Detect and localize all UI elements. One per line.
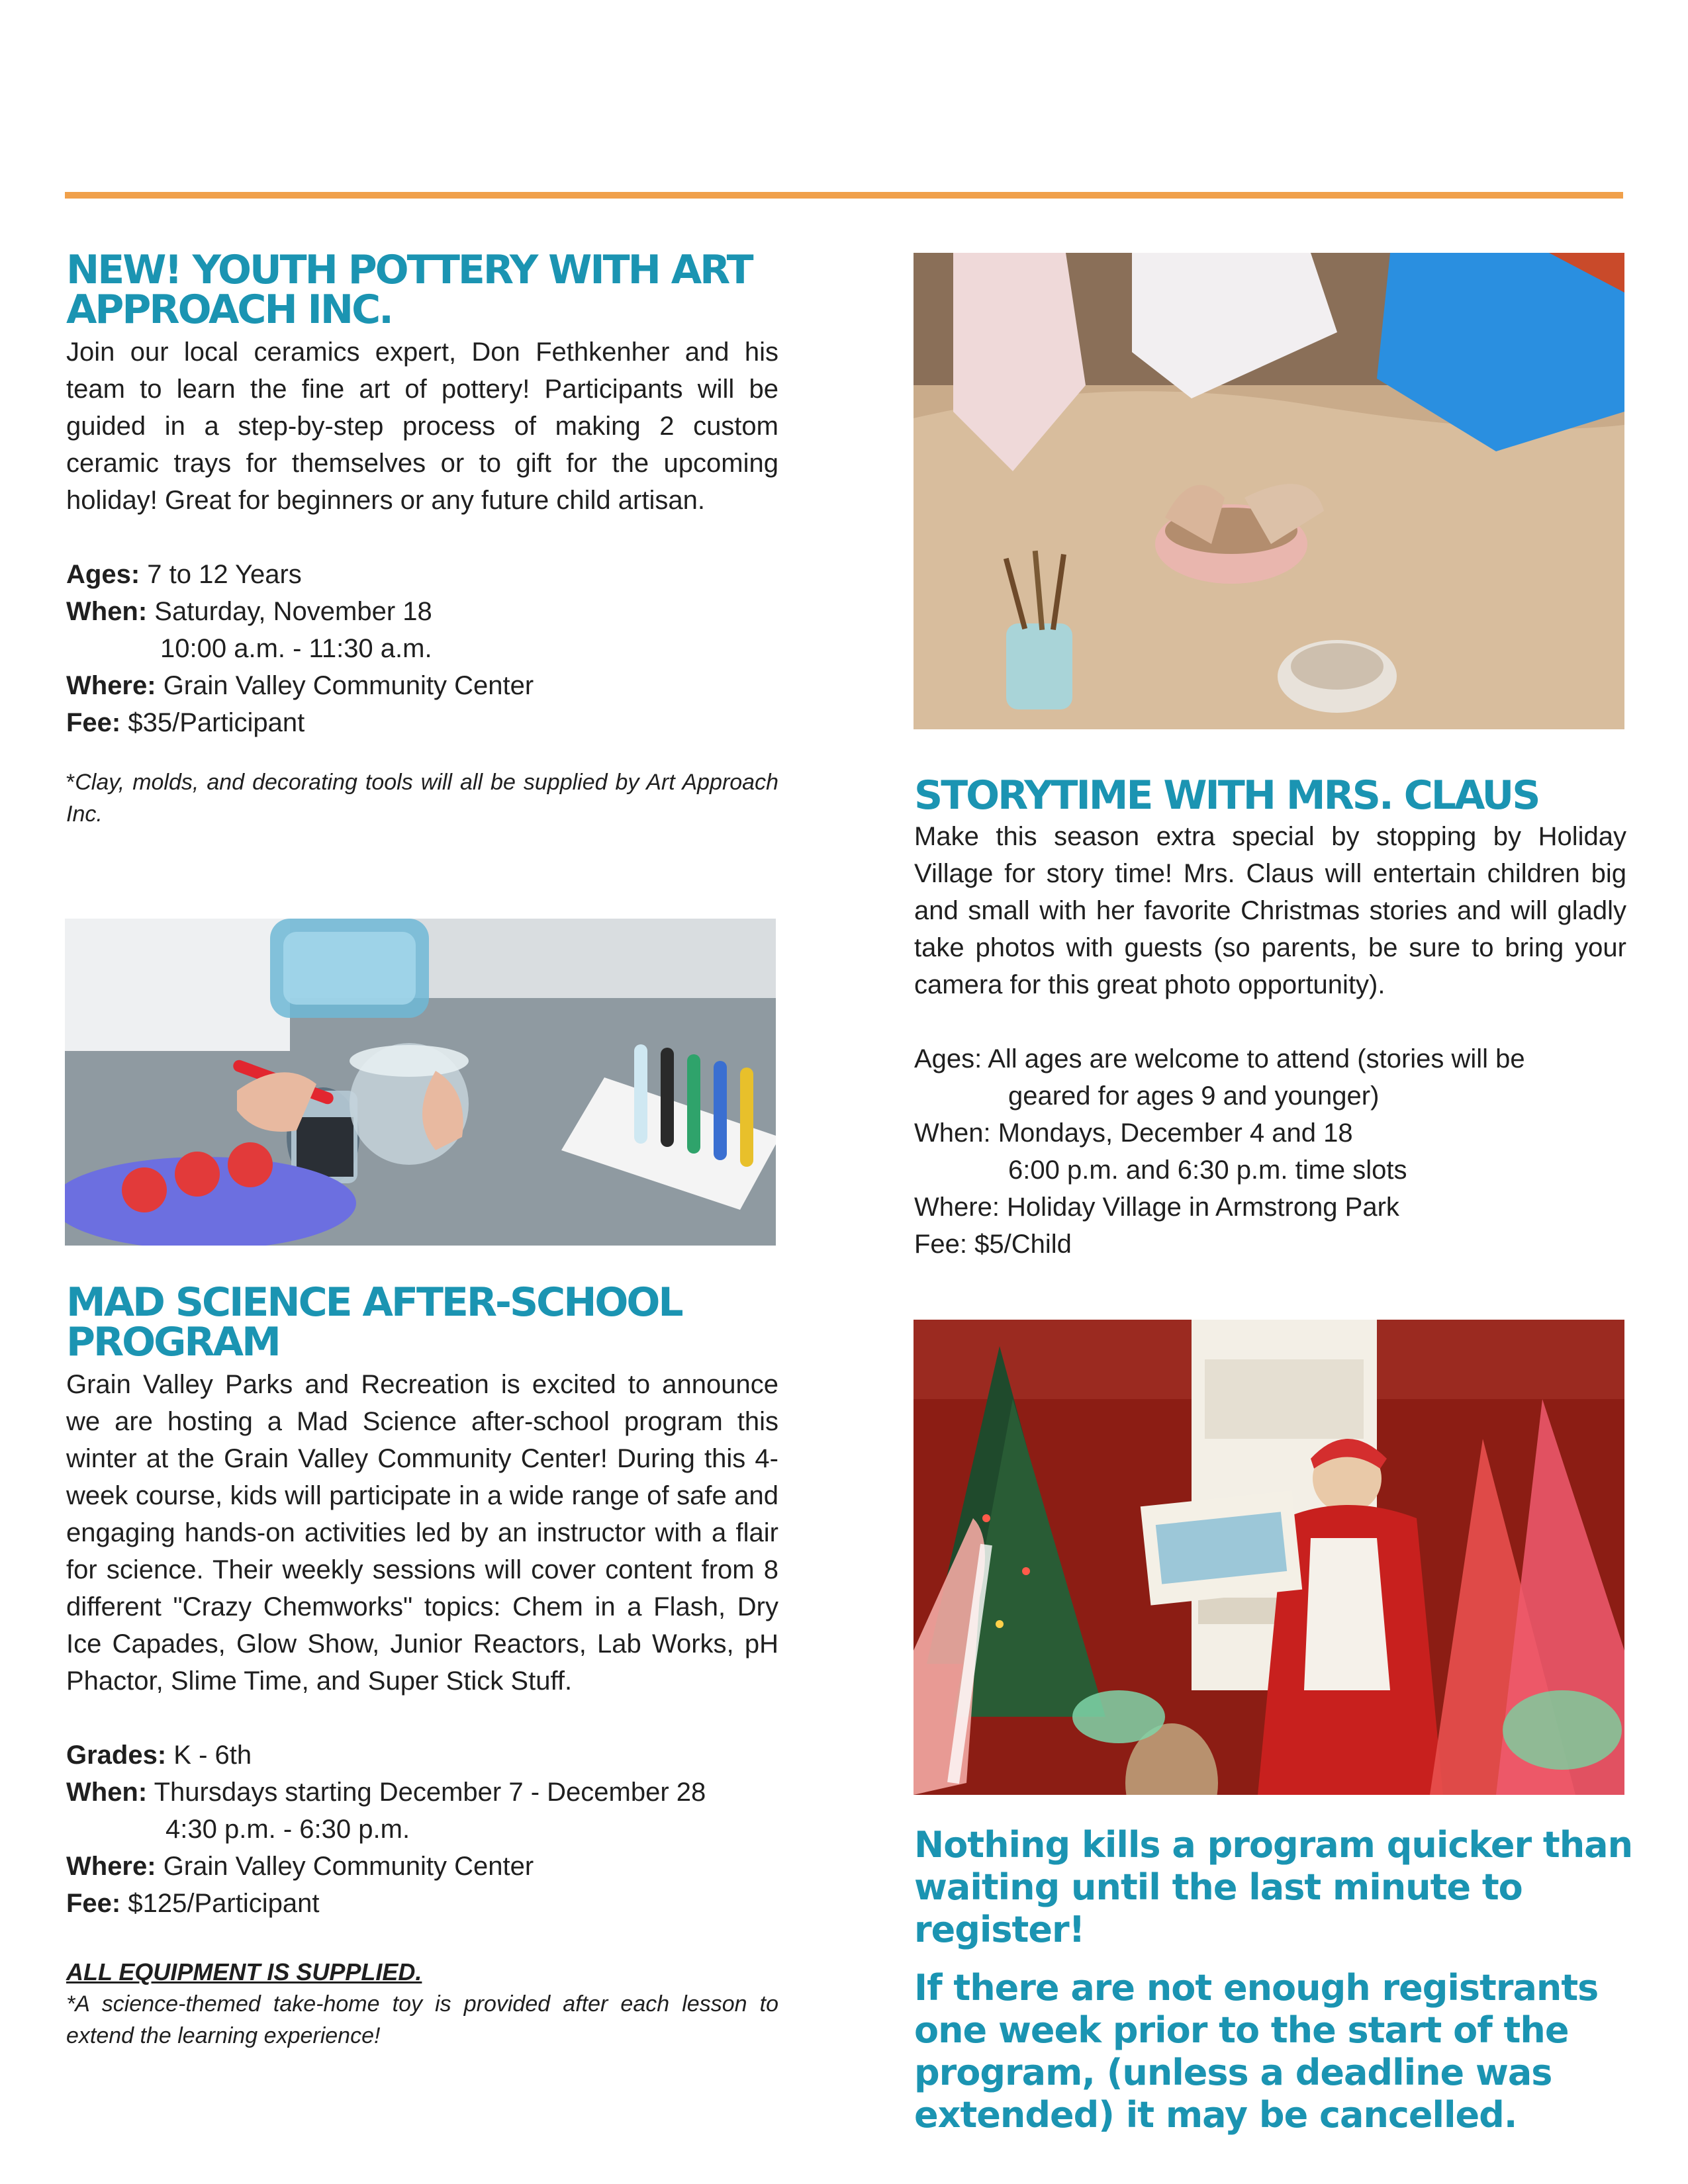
mad-science-title: MAD SCIENCE AFTER-SCHOOL PROGRAM	[66, 1279, 682, 1365]
mad-science-description: Grain Valley Parks and Recreation is excited to announce we are hosting a Mad Science after-school program this winter at the Grain Valley Community Center! During this 4-week course, kids will participate in a wide range of safe and engaging hands-on activities led by an instructor with a flair for science. Their weekly sessions will cover content from 8 different "Crazy Chemworks" topics: Chem in a Flash, Dry Ice Capades, Glow Show, Junior Reactors, Lab Works, pH Phactor, Slime Time, and Super Stick Stuff.	[66, 1370, 778, 1696]
pottery-ages-value: 7 to 12 Years	[140, 560, 302, 589]
pottery-photo	[914, 253, 1624, 729]
pottery-note-star: *	[66, 770, 75, 795]
mad-science-fee-value: $125/Participant	[120, 1889, 320, 1918]
mad-science-where-label: Where:	[66, 1852, 156, 1881]
mad-science-where-value: Grain Valley Community Center	[156, 1852, 534, 1881]
callout-line-2: If there are not enough registrants one week prior to the start of the program, (unless a deadline was extended) it may be cancelled.	[914, 1967, 1599, 2136]
pottery-when-time: 10:00 a.m. - 11:30 a.m.	[160, 634, 432, 663]
mad-science-grades-label: Grades:	[66, 1741, 167, 1770]
mad-science-fee-label: Fee:	[66, 1889, 121, 1918]
storytime-ages-cont: geared for ages 9 and younger)	[1008, 1081, 1380, 1111]
pottery-details	[66, 556, 778, 741]
pottery-when-label: When:	[66, 597, 148, 626]
pottery-when-value: Saturday, November 18	[147, 597, 432, 626]
storytime-when: When: Mondays, December 4 and 18	[914, 1118, 1353, 1148]
pottery-title: NEW! YOUTH POTTERY WITH ART APPROACH INC.	[66, 247, 752, 333]
callout-line-1: Nothing kills a program quicker than waiting until the last minute to register!	[914, 1824, 1633, 1950]
pottery-description: Join our local ceramics expert, Don Fethkenher and his team to learn the fine art of pottery! Participants will be guided in a step-by-step process of making 2 custom ceramic trays for themselves or to gift for the upcoming holiday! Great for beginners or any future child artisan.	[66, 338, 778, 515]
mrs-claus-photo	[914, 1320, 1624, 1795]
mad-science-details	[66, 1737, 778, 1922]
mad-science-equipment: ALL EQUIPMENT IS SUPPLIED.	[66, 1958, 422, 1985]
storytime-when-time: 6:00 p.m. and 6:30 p.m. time slots	[1008, 1156, 1407, 1185]
pottery-note-text: Clay, molds, and decorating tools will all be supplied by Art Approach Inc.	[66, 770, 778, 827]
storytime-title: STORYTIME WITH MRS. CLAUS	[914, 772, 1539, 819]
registration-callout	[914, 1824, 1636, 2136]
pottery-section	[66, 247, 778, 830]
mad-science-when-label: When:	[66, 1778, 148, 1807]
pottery-where-label: Where:	[66, 671, 156, 700]
pottery-where-value: Grain Valley Community Center	[156, 671, 534, 700]
science-photo	[65, 919, 776, 1246]
mad-science-grades-value: K - 6th	[166, 1741, 252, 1770]
mad-science-section	[66, 1279, 778, 2052]
storytime-section	[914, 772, 1626, 1263]
pottery-fee-value: $35/Participant	[120, 708, 305, 737]
storytime-ages: Ages: All ages are welcome to attend (stories will be	[914, 1044, 1525, 1073]
storytime-description: Make this season extra special by stopping by Holiday Village for story time! Mrs. Claus will entertain children big and small with her favorite Christmas stories and will gladly take photos with guests (so parents, be sure to bring your camera for this great photo opportunity).	[914, 822, 1626, 999]
mad-science-when-time: 4:30 p.m. - 6:30 p.m.	[165, 1815, 410, 1844]
pottery-note	[66, 766, 778, 830]
storytime-fee: Fee: $5/Child	[914, 1230, 1072, 1259]
pottery-ages-label: Ages:	[66, 560, 140, 589]
pottery-fee-label: Fee:	[66, 708, 121, 737]
header-divider	[65, 192, 1623, 199]
mad-science-note: *A science-themed take-home toy is provided after each lesson to extend the learning experience!	[66, 1991, 778, 2048]
storytime-where: Where: Holiday Village in Armstrong Park	[914, 1193, 1399, 1222]
mad-science-when-value: Thursdays starting December 7 - December 28	[147, 1778, 706, 1807]
storytime-details	[914, 1040, 1626, 1263]
